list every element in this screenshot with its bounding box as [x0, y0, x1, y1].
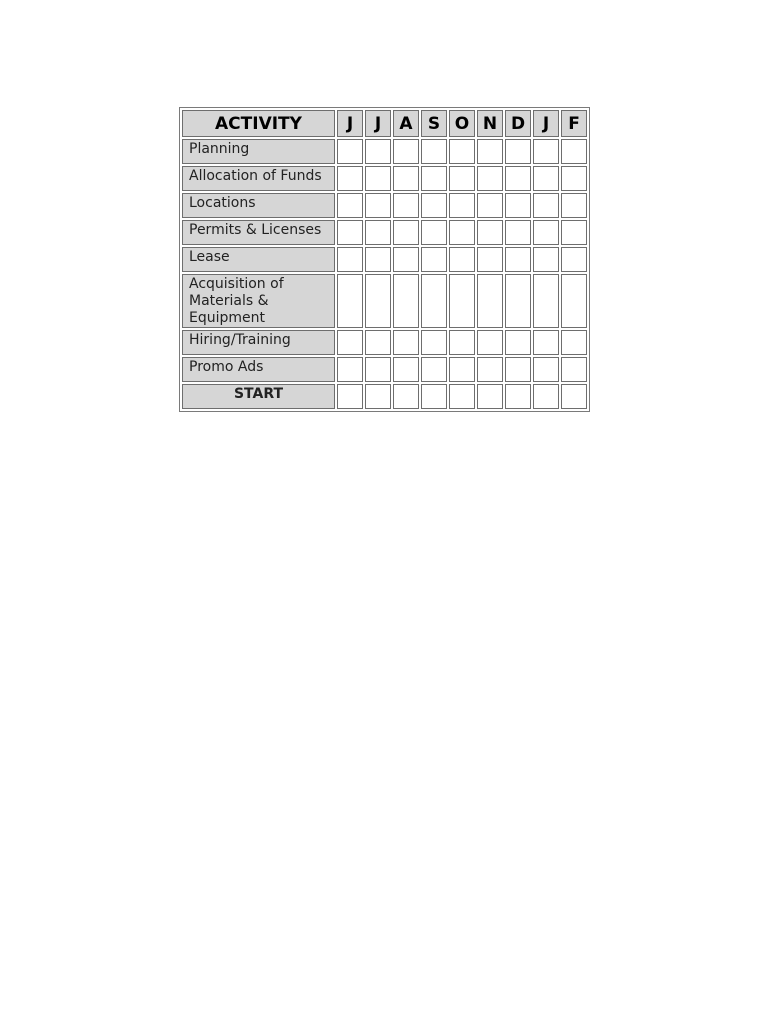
schedule-cell — [421, 220, 447, 245]
schedule-cell — [505, 357, 531, 382]
schedule-cell — [533, 274, 559, 328]
schedule-cell — [561, 139, 587, 164]
table-row — [182, 220, 587, 245]
activity-label: Lease — [182, 247, 335, 272]
table-row — [182, 139, 587, 164]
schedule-cell — [505, 274, 531, 328]
schedule-cell — [533, 357, 559, 382]
schedule-cell — [477, 274, 503, 328]
schedule-cell — [561, 274, 587, 328]
schedule-cell — [533, 330, 559, 355]
schedule-cell — [365, 274, 391, 328]
schedule-cell — [337, 274, 363, 328]
schedule-cell — [477, 330, 503, 355]
schedule-cell — [393, 274, 419, 328]
schedule-cell — [561, 357, 587, 382]
start-label: START — [182, 384, 335, 409]
activity-label: Planning — [182, 139, 335, 164]
schedule-cell — [337, 357, 363, 382]
schedule-cell — [421, 139, 447, 164]
month-header: O — [449, 110, 475, 137]
schedule-cell — [477, 220, 503, 245]
schedule-cell — [365, 193, 391, 218]
schedule-cell — [505, 247, 531, 272]
schedule-cell — [365, 220, 391, 245]
schedule-cell — [561, 384, 587, 409]
schedule-cell — [449, 166, 475, 191]
schedule-cell — [365, 166, 391, 191]
schedule-cell — [449, 193, 475, 218]
schedule-cell — [505, 220, 531, 245]
schedule-cell — [449, 220, 475, 245]
schedule-cell — [477, 139, 503, 164]
activity-schedule-table — [179, 107, 590, 412]
schedule-cell — [393, 166, 419, 191]
schedule-cell — [337, 384, 363, 409]
schedule-cell — [449, 330, 475, 355]
activity-label: Allocation of Funds — [182, 166, 335, 191]
schedule-cell — [505, 193, 531, 218]
schedule-cell — [393, 247, 419, 272]
schedule-cell — [533, 193, 559, 218]
schedule-cell — [505, 384, 531, 409]
schedule-cell — [337, 139, 363, 164]
schedule-cell — [393, 139, 419, 164]
schedule-cell — [393, 384, 419, 409]
activity-label: Acquisition of Materials & Equipment — [182, 274, 335, 328]
schedule-cell — [477, 247, 503, 272]
schedule-cell — [449, 384, 475, 409]
month-header: J — [365, 110, 391, 137]
schedule-cell — [337, 247, 363, 272]
schedule-cell — [337, 166, 363, 191]
schedule-cell — [533, 166, 559, 191]
activity-column-header: ACTIVITY — [182, 110, 335, 137]
schedule-cell — [477, 357, 503, 382]
schedule-cell — [337, 220, 363, 245]
table-row — [182, 247, 587, 272]
schedule-cell — [393, 220, 419, 245]
schedule-cell — [365, 330, 391, 355]
month-header: S — [421, 110, 447, 137]
table-row — [182, 330, 587, 355]
schedule-cell — [365, 139, 391, 164]
activity-label: Locations — [182, 193, 335, 218]
table-row — [182, 193, 587, 218]
schedule-cell — [533, 384, 559, 409]
table-row — [182, 274, 587, 328]
schedule-cell — [393, 193, 419, 218]
schedule-cell — [449, 274, 475, 328]
schedule-cell — [449, 357, 475, 382]
schedule-cell — [561, 220, 587, 245]
month-header: F — [561, 110, 587, 137]
schedule-cell — [365, 357, 391, 382]
schedule-cell — [477, 193, 503, 218]
table-row — [182, 357, 587, 382]
schedule-cell — [421, 193, 447, 218]
schedule-cell — [477, 384, 503, 409]
activity-label: Hiring/Training — [182, 330, 335, 355]
schedule-cell — [393, 357, 419, 382]
schedule-cell — [421, 274, 447, 328]
activity-label: Permits & Licenses — [182, 220, 335, 245]
month-header: J — [337, 110, 363, 137]
schedule-cell — [337, 330, 363, 355]
table-row — [182, 384, 587, 409]
schedule-cell — [561, 166, 587, 191]
month-header: J — [533, 110, 559, 137]
schedule-cell — [365, 247, 391, 272]
schedule-cell — [561, 330, 587, 355]
schedule-cell — [533, 139, 559, 164]
schedule-cell — [449, 247, 475, 272]
schedule-cell — [477, 166, 503, 191]
schedule-cell — [533, 247, 559, 272]
schedule-cell — [505, 166, 531, 191]
schedule-cell — [561, 247, 587, 272]
schedule-cell — [505, 330, 531, 355]
month-header: N — [477, 110, 503, 137]
schedule-cell — [421, 166, 447, 191]
schedule-cell — [337, 193, 363, 218]
schedule-cell — [421, 330, 447, 355]
table-row — [182, 166, 587, 191]
schedule-cell — [421, 247, 447, 272]
schedule-cell — [505, 139, 531, 164]
schedule-cell — [365, 384, 391, 409]
schedule-cell — [533, 220, 559, 245]
month-header: A — [393, 110, 419, 137]
month-header: D — [505, 110, 531, 137]
schedule-cell — [393, 330, 419, 355]
schedule-cell — [421, 357, 447, 382]
schedule-cell — [449, 139, 475, 164]
header-row — [182, 110, 587, 137]
schedule-cell — [561, 193, 587, 218]
activity-label: Promo Ads — [182, 357, 335, 382]
schedule-cell — [421, 384, 447, 409]
